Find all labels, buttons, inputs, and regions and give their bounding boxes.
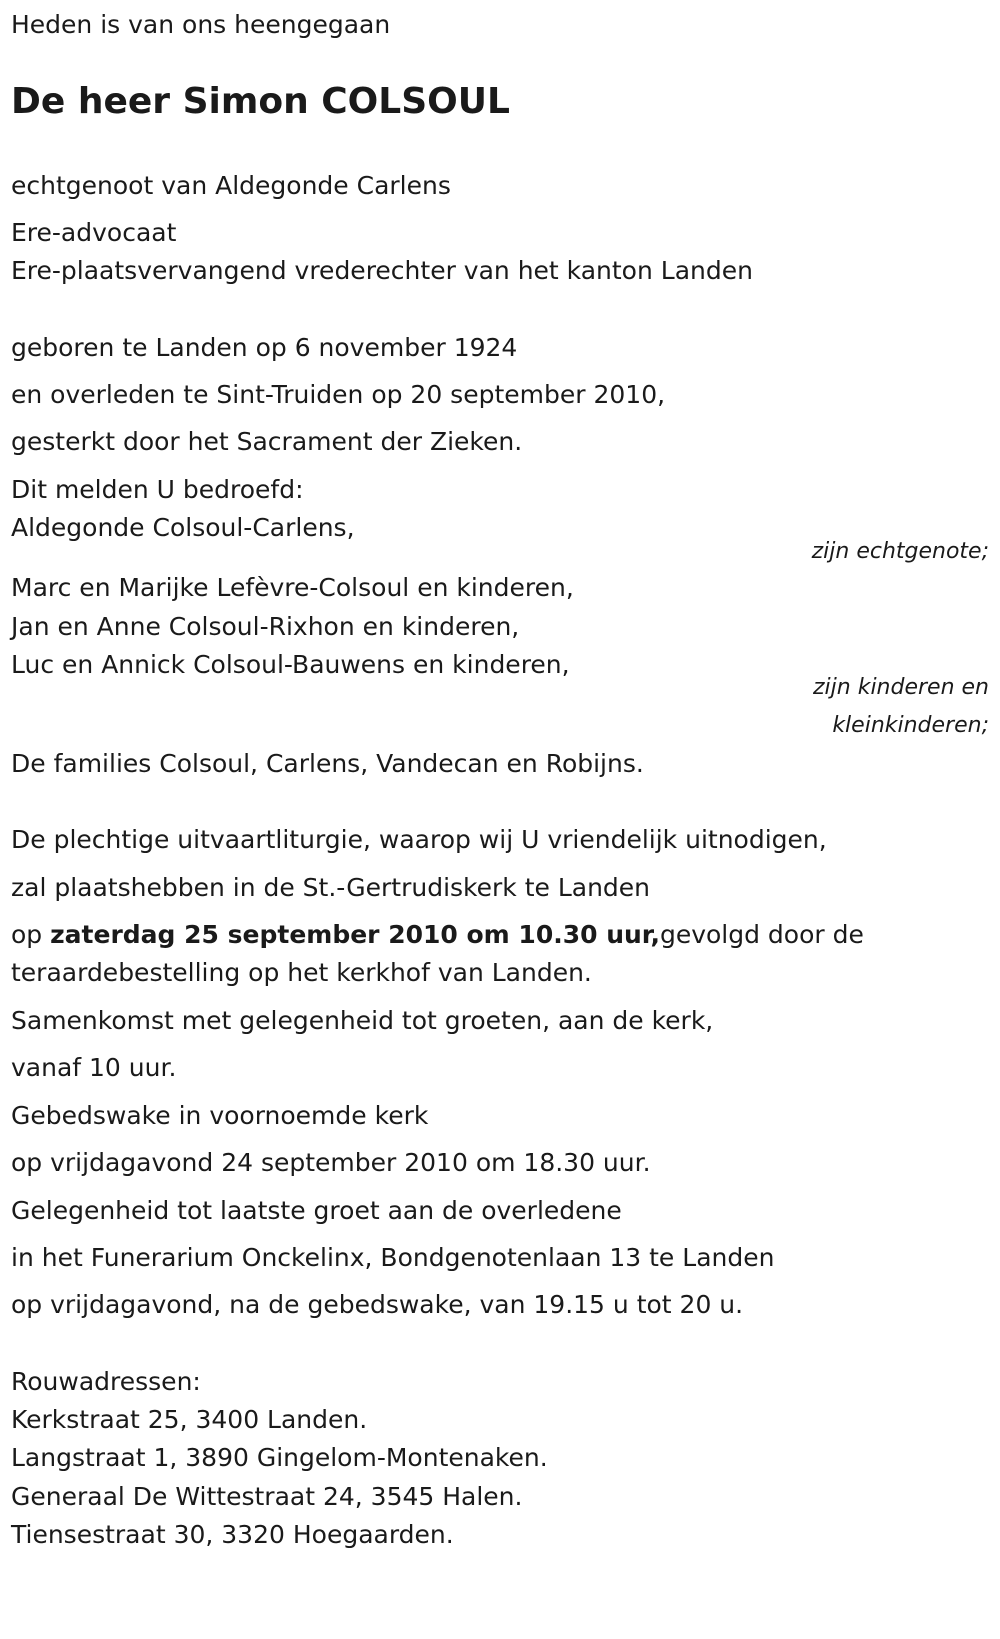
funeral-line: teraardebestelling op het kerkhof van Landen. bbox=[11, 958, 592, 987]
vigil-line: Gebedswake in voornoemde kerk bbox=[11, 1101, 429, 1130]
vigil-line: op vrijdagavond 24 september 2010 om 18.30 uur. bbox=[11, 1148, 651, 1177]
funeral-date: zaterdag 25 september 2010 om 10.30 uur, bbox=[50, 920, 660, 949]
gathering-line: Samenkomst met gelegenheid tot groeten, aan de kerk, bbox=[11, 1006, 714, 1035]
child-line: Marc en Marijke Lefèvre-Colsoul en kinderen, bbox=[11, 573, 574, 602]
farewell-line: in het Funerarium Onckelinx, Bondgenotenlaan 13 te Landen bbox=[11, 1243, 775, 1272]
deceased-name: De heer Simon COLSOUL bbox=[11, 81, 510, 122]
spouse-line: echtgenoot van Aldegonde Carlens bbox=[11, 171, 451, 200]
death-line: en overleden te Sint-Truiden op 20 september 2010, bbox=[11, 380, 666, 409]
farewell-line: Gelegenheid tot laatste groet aan de overledene bbox=[11, 1196, 622, 1225]
funeral-date-prefix: op bbox=[11, 920, 51, 949]
child-line: Jan en Anne Colsoul-Rixhon en kinderen, bbox=[11, 612, 520, 641]
intro-text: Heden is van ons heengegaan bbox=[11, 10, 391, 39]
title-line: Ere-advocaat bbox=[11, 218, 177, 247]
birth-line: geboren te Landen op 6 november 1924 bbox=[11, 333, 518, 362]
children-role: kleinkinderen; bbox=[832, 713, 989, 738]
funeral-date-suffix: gevolgd door de bbox=[659, 920, 864, 949]
title-line: Ere-plaatsvervangend vrederechter van het kanton Landen bbox=[11, 256, 753, 285]
address-line: Langstraat 1, 3890 Gingelom-Montenaken. bbox=[11, 1443, 548, 1472]
address-line: Generaal De Wittestraat 24, 3545 Halen. bbox=[11, 1482, 523, 1511]
address-line: Tiensestraat 30, 3320 Hoegaarden. bbox=[11, 1520, 454, 1549]
announce-line: Dit melden U bedroefd: bbox=[11, 475, 304, 504]
children-role: zijn kinderen en bbox=[813, 675, 989, 700]
address-line: Kerkstraat 25, 3400 Landen. bbox=[11, 1405, 368, 1434]
gathering-line: vanaf 10 uur. bbox=[11, 1053, 177, 1082]
funeral-line: zal plaatshebben in de St.-Gertrudiskerk te Landen bbox=[11, 873, 651, 902]
families-line: De families Colsoul, Carlens, Vandecan en Robijns. bbox=[11, 749, 644, 778]
widow-role: zijn echtgenote; bbox=[811, 539, 989, 564]
sacrament-line: gesterkt door het Sacrament der Zieken. bbox=[11, 427, 523, 456]
widow-line: Aldegonde Colsoul-Carlens, bbox=[11, 513, 355, 542]
addresses-label: Rouwadressen: bbox=[11, 1367, 201, 1396]
funeral-date-line bbox=[11, 920, 864, 950]
funeral-line: De plechtige uitvaartliturgie, waarop wij U vriendelijk uitnodigen, bbox=[11, 825, 827, 854]
child-line: Luc en Annick Colsoul-Bauwens en kinderen, bbox=[11, 650, 570, 679]
farewell-line: op vrijdagavond, na de gebedswake, van 19.15 u tot 20 u. bbox=[11, 1290, 744, 1319]
